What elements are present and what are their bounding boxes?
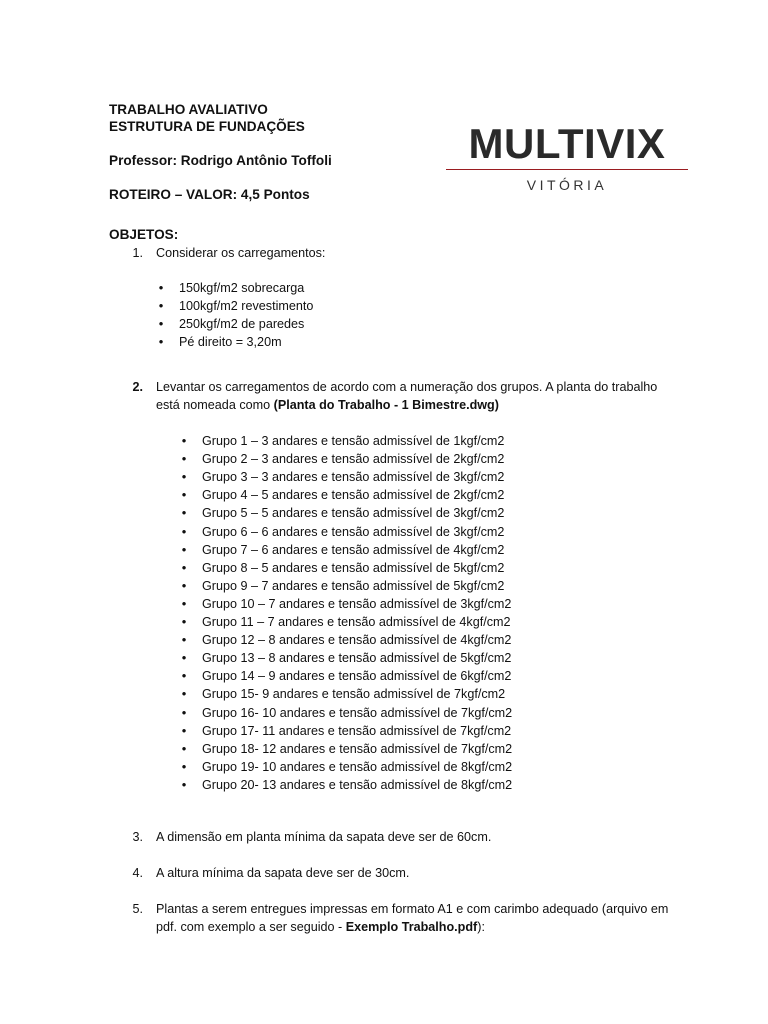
bullet-icon: • — [158, 334, 164, 349]
group-item: Grupo 2 – 3 andares e tensão admissível de 2kgf/cm2 — [202, 452, 505, 467]
bullet-icon: • — [181, 505, 187, 521]
bullet-icon: • — [181, 686, 187, 702]
group-item: Grupo 10 – 7 andares e tensão admissível de 3kgf/cm2 — [202, 596, 512, 611]
group-item: Grupo 11 – 7 andares e tensão admissível de 4kgf/cm2 — [202, 615, 511, 629]
item-4-number: 4. — [132, 866, 143, 880]
group-item: Grupo 14 – 9 andares e tensão admissível de 6kgf/cm2 — [202, 669, 512, 684]
group-item: Grupo 6 – 6 andares e tensão admissível de 3kgf/cm2 — [202, 524, 505, 539]
load-item: 150kgf/m2 sobrecarga — [179, 281, 305, 295]
bullet-icon: • — [181, 668, 187, 684]
bullet-icon: • — [181, 650, 187, 666]
bullet-icon: • — [181, 722, 187, 738]
bullet-icon: • — [181, 451, 187, 467]
load-item: Pé direito = 3,20m — [179, 335, 282, 349]
item-2-text-plain: está nomeada como — [156, 398, 274, 412]
item-5-filename: Exemplo Trabalho.pdf — [345, 920, 478, 934]
bullet-icon: • — [181, 559, 187, 575]
item-3-number: 3. — [132, 830, 143, 844]
logo-accent-rule — [446, 169, 688, 170]
item-1-number: 1. — [132, 246, 143, 260]
group-item: Grupo 16- 10 andares e tensão admissível de 7kgf/cm2 — [202, 705, 513, 720]
bullet-icon: • — [158, 298, 164, 313]
bullet-icon: • — [181, 523, 187, 539]
item-1-text: Considerar os carregamentos: — [156, 246, 326, 260]
bullet-icon: • — [158, 280, 164, 295]
bullet-icon: • — [181, 595, 187, 611]
bullet-icon: • — [181, 577, 187, 593]
item-2-text-line2 — [156, 396, 499, 414]
group-item: Grupo 17- 11 andares e tensão admissível de 7kgf/cm2 — [202, 723, 512, 738]
item-2-number: 2. — [132, 380, 143, 394]
header-professor: Professor: Rodrigo Antônio Toffoli — [109, 153, 332, 168]
bullet-icon: • — [181, 704, 187, 720]
item-4-text: A altura mínima da sapata deve ser de 30cm. — [156, 866, 410, 880]
group-item: Grupo 13 – 8 andares e tensão admissível de 5kgf/cm2 — [202, 651, 512, 666]
group-item: Grupo 3 – 3 andares e tensão admissível de 3kgf/cm2 — [202, 470, 505, 485]
logo-wordmark: MULTIVIX — [468, 120, 666, 167]
group-item: Grupo 19- 10 andares e tensão admissível de 8kgf/cm2 — [202, 759, 513, 774]
item-5-text-plain: pdf. com exemplo a ser seguido - — [156, 920, 346, 934]
logo-subtitle: VITÓRIA — [526, 177, 608, 193]
header-title-line1: TRABALHO AVALIATIVO — [109, 102, 268, 117]
group-item: Grupo 18- 12 andares e tensão admissível de 7kgf/cm2 — [202, 741, 513, 756]
item-3-text: A dimensão em planta mínima da sapata deve ser de 60cm. — [156, 830, 492, 844]
group-item: Grupo 8 – 5 andares e tensão admissível de 5kgf/cm2 — [202, 560, 505, 575]
item-2-filename: (Planta do Trabalho - 1 Bimestre.dwg) — [273, 398, 499, 412]
item-2-text-line1: Levantar os carregamentos de acordo com a numeração dos grupos. A planta do trabalho — [156, 380, 658, 394]
group-item: Grupo 9 – 7 andares e tensão admissível de 5kgf/cm2 — [202, 578, 505, 593]
item-5-text-end: ): — [477, 920, 485, 934]
bullet-icon: • — [181, 614, 187, 629]
bullet-icon: • — [181, 433, 187, 448]
bullet-icon: • — [158, 316, 164, 331]
group-item: Grupo 7 – 6 andares e tensão admissível de 4kgf/cm2 — [202, 542, 505, 557]
bullet-icon: • — [181, 776, 187, 792]
group-item: Grupo 12 – 8 andares e tensão admissível de 4kgf/cm2 — [202, 633, 512, 648]
header-roteiro: ROTEIRO – VALOR: 4,5 Pontos — [109, 187, 310, 202]
load-item: 100kgf/m2 revestimento — [179, 299, 314, 313]
bullet-icon: • — [181, 632, 187, 648]
item-5-text-line2 — [156, 918, 485, 936]
bullet-icon: • — [181, 758, 187, 774]
group-item: Grupo 20- 13 andares e tensão admissível de 8kgf/cm2 — [202, 777, 513, 792]
group-item: Grupo 5 – 5 andares e tensão admissível de 3kgf/cm2 — [202, 506, 505, 521]
load-item: 250kgf/m2 de paredes — [179, 317, 305, 331]
header-title-line2: ESTRUTURA DE FUNDAÇÕES — [109, 119, 305, 134]
item-5-number: 5. — [132, 902, 143, 916]
document-header — [109, 101, 429, 203]
group-item: Grupo 1 – 3 andares e tensão admissível de 1kgf/cm2 — [202, 434, 505, 448]
multivix-logo — [446, 120, 688, 200]
bullet-icon: • — [181, 541, 187, 557]
item-5-text-line1: Plantas a serem entregues impressas em formato A1 e com carimbo adequado (arquivo em — [156, 902, 669, 916]
bullet-icon: • — [181, 740, 187, 756]
group-item: Grupo 15- 9 andares e tensão admissível de 7kgf/cm2 — [202, 687, 506, 702]
bullet-icon: • — [181, 487, 187, 503]
objetos-heading: OBJETOS: — [109, 227, 179, 242]
group-item: Grupo 4 – 5 andares e tensão admissível de 2kgf/cm2 — [202, 488, 505, 503]
bullet-icon: • — [181, 469, 187, 485]
